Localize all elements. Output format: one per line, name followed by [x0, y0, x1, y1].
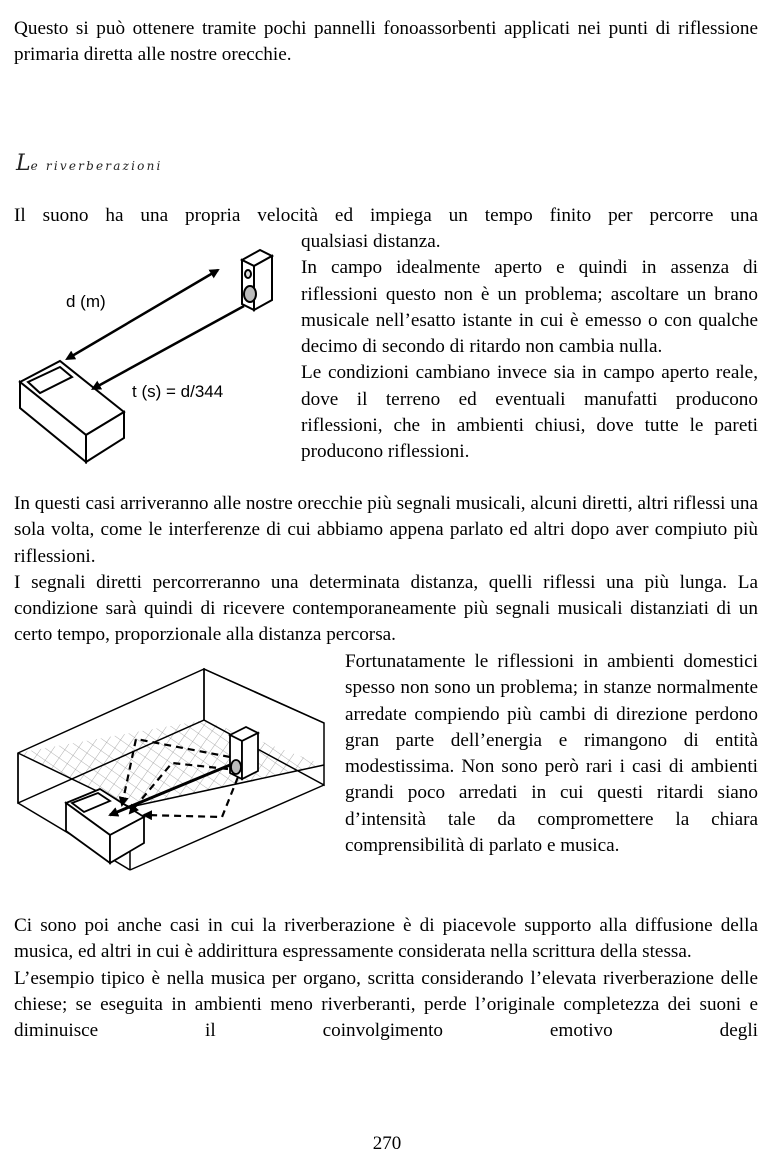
body-paragraph-1-end: qualsiasi distanza.	[301, 231, 441, 252]
section-title	[16, 151, 163, 176]
sofa-icon	[20, 361, 124, 462]
section-title-rest: e riverberazioni	[30, 159, 163, 173]
distance-arrow	[72, 270, 218, 356]
body-full-block-2	[14, 913, 758, 1044]
body-paragraph-5: I segnali diretti percorreranno una determinata distanza, quelli riflessi una più lunga. La condizione sarà quindi di ricevere contemporaneamente più segnali musicali distanziati di un certo tempo, proporzionale alla distanza percorsa.	[14, 571, 758, 646]
body-paragraph-8: L’esempio tipico è nella musica per organo, scritta considerando l’elevata riverberazione delle chiese; se eseguita in ambienti meno riverberanti, perde l’originale completezza dei suoni e diminuisce il coinvolgimento emotivo degli	[14, 967, 758, 1042]
time-label: t (s) = d/344	[132, 382, 224, 401]
distance-label: d (m)	[66, 292, 106, 311]
section-title-cap: L	[16, 151, 31, 176]
body-paragraph-6: Fortunatamente le riflessioni in ambienti domestici spesso non sono un problema; in stanze normalmente arredate compiendo più cambi di direzione perdono gran parte dell’energia e rimangono di entità modestissima. Non sono però rari i casi di ambienti grandi poco arredati in cui questi ritardi siano d’intensità tale da compromettere la chiara comprensibilità di parlato e musica.	[345, 651, 758, 857]
body-paragraph-4: In questi casi arriveranno alle nostre orecchie più segnali musicali, alcuni diretti, altri riflessi una sola volta, come le interferenze di cui abbiamo appena parlato ed altri dopo aver compiuto più riflessioni.	[14, 493, 758, 567]
figure2-side-text	[345, 649, 758, 859]
body-paragraph-2: In campo idealmente aperto e quindi in assenza di riflessioni questo non è un problema; ascoltare un brano musicale nell’esatto istante in cui è emesso o con qualche decimo di secondo di ritardo non cambia nulla.	[301, 257, 758, 358]
speaker-icon	[230, 727, 258, 779]
body-paragraph-7: Ci sono poi anche casi in cui la riverberazione è di piacevole supporto alla diffusione della musica, ed altri in cui è addirittura espressamente considerata nella scrittura della stessa.	[14, 915, 758, 963]
figure-direct-sound-diagram	[14, 240, 296, 475]
figure-room-reflections-diagram	[14, 665, 326, 875]
room-outline	[18, 669, 324, 870]
speaker-icon	[242, 250, 272, 310]
page-number: 270	[372, 1133, 402, 1154]
body-full-block-1	[14, 491, 758, 649]
time-arrow	[98, 306, 244, 386]
figure1-side-text	[301, 229, 758, 466]
intro-paragraph: Questo si può ottenere tramite pochi pannelli fonoassorbenti applicati nei punti di riflessione primaria diretta alle nostre orecchie.	[14, 18, 758, 66]
body-paragraph-1-line: Il suono ha una propria velocità ed impiega un tempo finito per percorre una	[14, 205, 758, 226]
body-paragraph-3: Le condizioni cambiano invece sia in campo aperto reale, dove il terreno ed eventuali manufatti producono riflessioni, che in ambienti chiusi, dove tutte le pareti producono riflessioni.	[301, 362, 758, 463]
